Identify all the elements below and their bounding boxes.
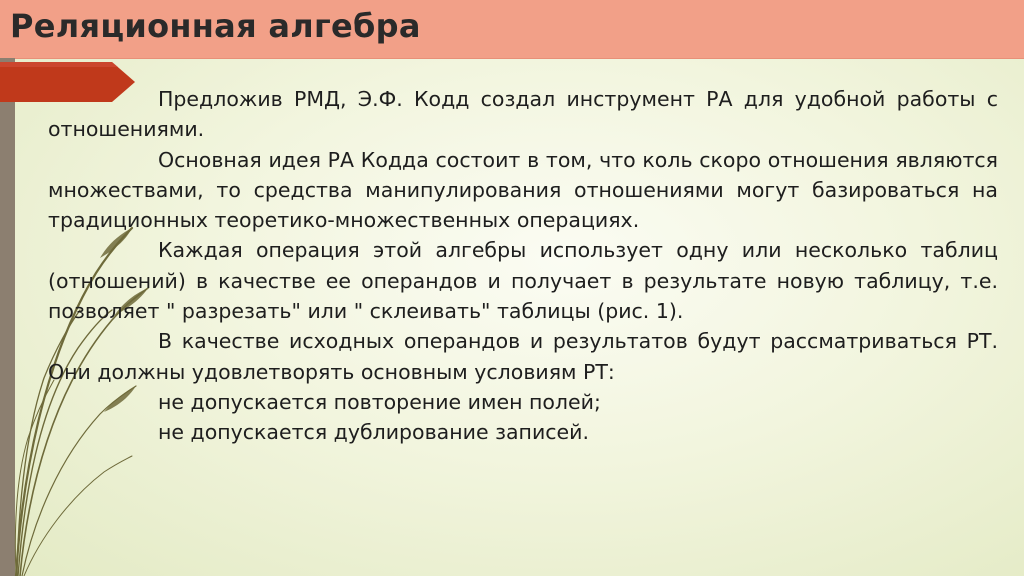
paragraph-operations: Каждая операция этой алгебры использует одну или несколько таблиц (отношений) в качестве ее операндов и получает в результате новую таблицу, т.е. позволяет " разрезать" или " склеивать" таблицы (рис. 1). (48, 238, 998, 324)
condition-item: не допускается дублирование записей. (158, 420, 590, 445)
paragraph-operands: В качестве исходных операндов и результатов будут рассматриваться РТ. Они должны удовлетворять основным условиям РТ: (48, 329, 998, 384)
paragraph-rmd-intro: Предложив РМД, Э.Ф. Кодд создал инструмент РА для удобной работы с отношениями. (48, 87, 998, 142)
slide-title: Реляционная алгебра (10, 7, 421, 45)
paragraph-main-idea: Основная идея РА Кодда состоит в том, что коль скоро отношения являются множествами, то средства манипулирования отношениями могут базироваться на традиционных теоретико-множественных операциях. (48, 147, 998, 233)
condition-item: не допускается повторение имен полей; (158, 389, 601, 414)
title-bar (0, 0, 1024, 59)
slide-body (48, 84, 998, 448)
